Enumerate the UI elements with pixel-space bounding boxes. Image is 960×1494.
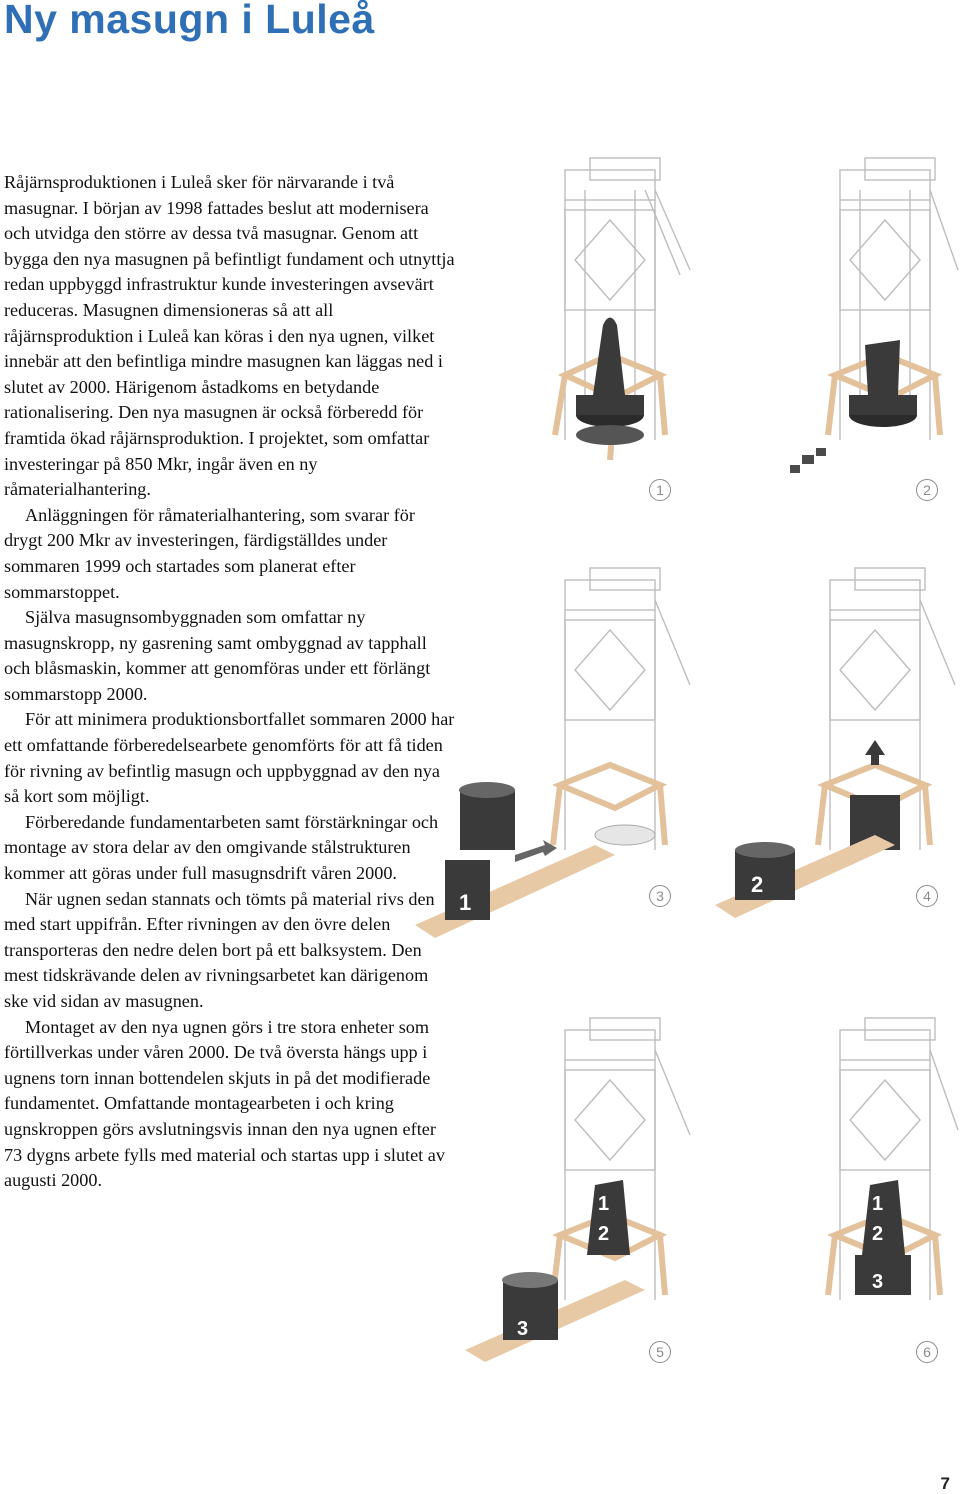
furnace-part-label: 2 bbox=[751, 872, 764, 897]
page-title: Ny masugn i Luleå bbox=[4, 0, 375, 42]
furnace-illustration-step-4 bbox=[715, 560, 960, 930]
step-number-4: 4 bbox=[916, 885, 938, 907]
paragraph: Anläggningen för råmaterialhantering, som svarar för drygt 200 Mkr av investeringen, färdigställdes under sommaren 1999 och startades som planerat efter sommarstoppet. bbox=[4, 504, 415, 602]
step-number-3: 3 bbox=[649, 885, 671, 907]
furnace-illustration-step-5 bbox=[465, 1010, 695, 1380]
step-number-5: 5 bbox=[649, 1341, 671, 1363]
furnace-part-label: 3 bbox=[872, 1271, 884, 1293]
paragraph: När ugnen sedan stannats och tömts på material rivs den med start uppifrån. Efter rivningen av den övre delen transporteras den nedre delen bort på ett balksystem. Den mest tidskrävande delen av rivningsarbetet kan därigenom ske vid sidan av masugnen. bbox=[4, 888, 435, 1011]
paragraph: Själva masugnsombyggnaden som omfattar ny masugnskropp, ny gasrening samt ombyggnad av tapphall och blåsmaskin, kommer att genomföras under ett förlängt sommarstopp 2000. bbox=[4, 607, 431, 704]
furnace-part-label: 2 bbox=[598, 1223, 610, 1245]
furnace-part-label: 2 bbox=[872, 1223, 884, 1245]
paragraph: Råjärnsproduktionen i Luleå sker för närvarande i två masugnar. I början av 1998 fattades beslut att modernisera och utvidga den större av dessa två masugnar. Genom att bygga den nya masugnen på befintligt fundament och utnyttja redan uppbyggd infrastruktur kunde investeringen avsevärt reduceras. Masugnen dimensioneras så att all råjärnsproduktion i Luleå kan köras i den nya ugnen, vilket innebär att den befintliga mindre masugnen kan läggas ned i slutet av 2000. Härigenom åstadkoms en betydande rationalisering. Den nya masugnen är också förberedd för framtida ökad råjärnsproduktion. I projektet, som omfattar investeringar på 850 Mkr, ingår även en ny råmaterialhantering. bbox=[4, 172, 455, 500]
furnace-illustration-step-6 bbox=[780, 1010, 960, 1350]
step-number-2: 2 bbox=[916, 479, 938, 501]
article-body bbox=[4, 170, 456, 1194]
paragraph: För att minimera produktionsbortfallet sommaren 2000 har ett omfattande förberedelsearbete genomförts för att få tiden för rivning av befintlig masugn och uppbyggnad av den nya så kort som möjligt. bbox=[4, 709, 455, 807]
furnace-part-label: 1 bbox=[459, 890, 472, 915]
furnace-illustration-step-1 bbox=[545, 150, 695, 480]
furnace-part-label: 3 bbox=[517, 1318, 529, 1340]
step-number-6: 6 bbox=[916, 1341, 938, 1363]
furnace-part-label: 1 bbox=[598, 1193, 610, 1215]
step-number-1: 1 bbox=[649, 479, 671, 501]
paragraph: Montaget av den nya ugnen görs i tre stora enheter som förtillverkas under våren 2000. De två översta hängs upp i ugnens torn innan bottendelen skjuts in på det modifierade fundamentet. Omfattande montagearbeten i och kring ugnskroppen görs avslutningsvis innan den nya ugnen efter 73 dygns arbete fylls med material och startas upp i slutet av augusti 2000. bbox=[4, 1016, 445, 1191]
paragraph: Förberedande fundamentarbeten samt förstärkningar och montage av stora delar av den omgivande stålstrukturen kommer att göras under full masugnsdrift våren 2000. bbox=[4, 811, 439, 884]
furnace-part-label: 1 bbox=[872, 1193, 884, 1215]
furnace-illustration-step-2 bbox=[780, 150, 960, 490]
page-number: 7 bbox=[940, 1474, 950, 1493]
